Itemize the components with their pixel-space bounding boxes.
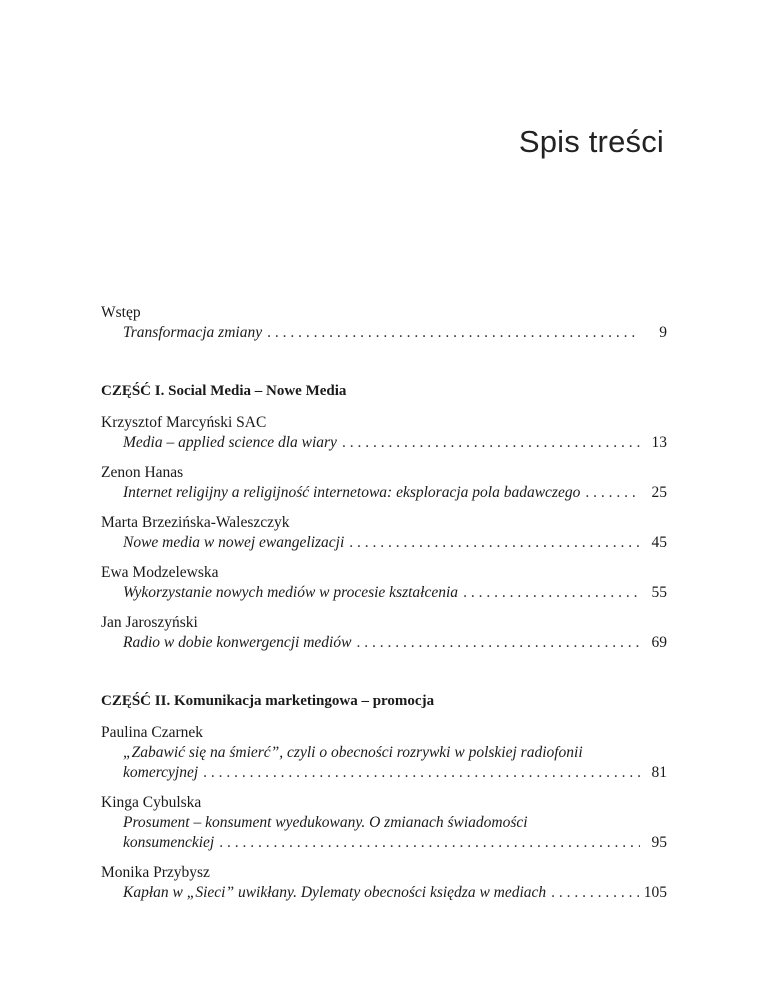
- entry-title: Wykorzystanie nowych mediów w procesie kształcenia: [123, 584, 459, 601]
- entry-author: Jan Jaroszyński: [101, 614, 198, 631]
- entry-author: Zenon Hanas: [101, 464, 184, 481]
- table-of-contents: [101, 303, 667, 913]
- page-number: 55: [651, 584, 667, 601]
- dot-leader: [203, 763, 640, 783]
- toc-line: [123, 763, 667, 783]
- entry-title: Radio w dobie konwergencji mediów: [123, 634, 352, 651]
- entry-title: Kapłan w „Sieci” uwikłany. Dylematy obecności księdza w mediach: [123, 884, 547, 901]
- dot-leader: [342, 433, 640, 453]
- entry-author: Krzysztof Marcyński SAC: [101, 414, 267, 431]
- toc-entry: [101, 613, 667, 653]
- part-label: CZĘŚĆ I.: [101, 383, 165, 399]
- entry-title-line2: konsumenckiej: [123, 834, 215, 851]
- page-number: 9: [659, 324, 667, 341]
- toc-entry: [101, 563, 667, 603]
- page-number: 69: [651, 634, 667, 651]
- toc-line: [123, 633, 667, 653]
- part-heading-2: [101, 691, 667, 711]
- page-title: Spis treści: [518, 124, 664, 159]
- toc-entry: [101, 863, 667, 903]
- toc-line: [123, 883, 667, 903]
- part-heading-1: [101, 381, 667, 401]
- entry-author: Monika Przybysz: [101, 864, 210, 881]
- entry-title: Transformacja zmiany: [123, 324, 263, 341]
- toc-entry: [101, 793, 667, 853]
- toc-line: [123, 533, 667, 553]
- toc-line: [123, 323, 667, 343]
- dot-leader: [267, 323, 640, 343]
- dot-leader: [585, 483, 640, 503]
- entry-title: Media – applied science dla wiary: [123, 434, 337, 451]
- page-number: 13: [651, 434, 667, 451]
- toc-entry: [101, 413, 667, 453]
- toc-line: [123, 483, 667, 503]
- entry-title: Internet religijny a religijność internetowa: eksploracja pola badawczego: [123, 484, 581, 501]
- entry-author: Kinga Cybulska: [101, 794, 202, 811]
- page-number: 95: [651, 834, 667, 851]
- entry-title-line1: Prosument – konsument wyedukowany. O zmianach świadomości: [123, 814, 528, 831]
- entry-author: Paulina Czarnek: [101, 724, 204, 741]
- dot-leader: [356, 633, 640, 653]
- toc-line: [123, 583, 667, 603]
- toc-entry: [101, 723, 667, 783]
- dot-leader: [551, 883, 639, 903]
- part-title: Komunikacja marketingowa – promocja: [173, 693, 435, 709]
- dot-leader: [219, 833, 640, 853]
- toc-entry: [101, 463, 667, 503]
- page-number: 45: [651, 534, 667, 551]
- page-number: 81: [651, 764, 667, 781]
- entry-title: Nowe media w nowej ewangelizacji: [123, 534, 345, 551]
- page-number: 25: [651, 484, 667, 501]
- toc-entry-preface: [101, 303, 667, 343]
- toc-entry: [101, 513, 667, 553]
- entry-author: Marta Brzezińska-Waleszczyk: [101, 514, 290, 531]
- dot-leader: [349, 533, 640, 553]
- part-title: Social Media – Nowe Media: [168, 383, 347, 399]
- entry-title-line2: komercyjnej: [123, 764, 199, 781]
- dot-leader: [463, 583, 640, 603]
- toc-line: [123, 433, 667, 453]
- preface-heading: Wstęp: [101, 304, 141, 321]
- part-label: CZĘŚĆ II.: [101, 693, 171, 709]
- page-number: 105: [643, 884, 667, 901]
- entry-author: Ewa Modzelewska: [101, 564, 219, 581]
- entry-title-line1: „Zabawić się na śmierć”, czyli o obecności rozrywki w polskiej radiofonii: [123, 744, 583, 761]
- toc-line: [123, 833, 667, 853]
